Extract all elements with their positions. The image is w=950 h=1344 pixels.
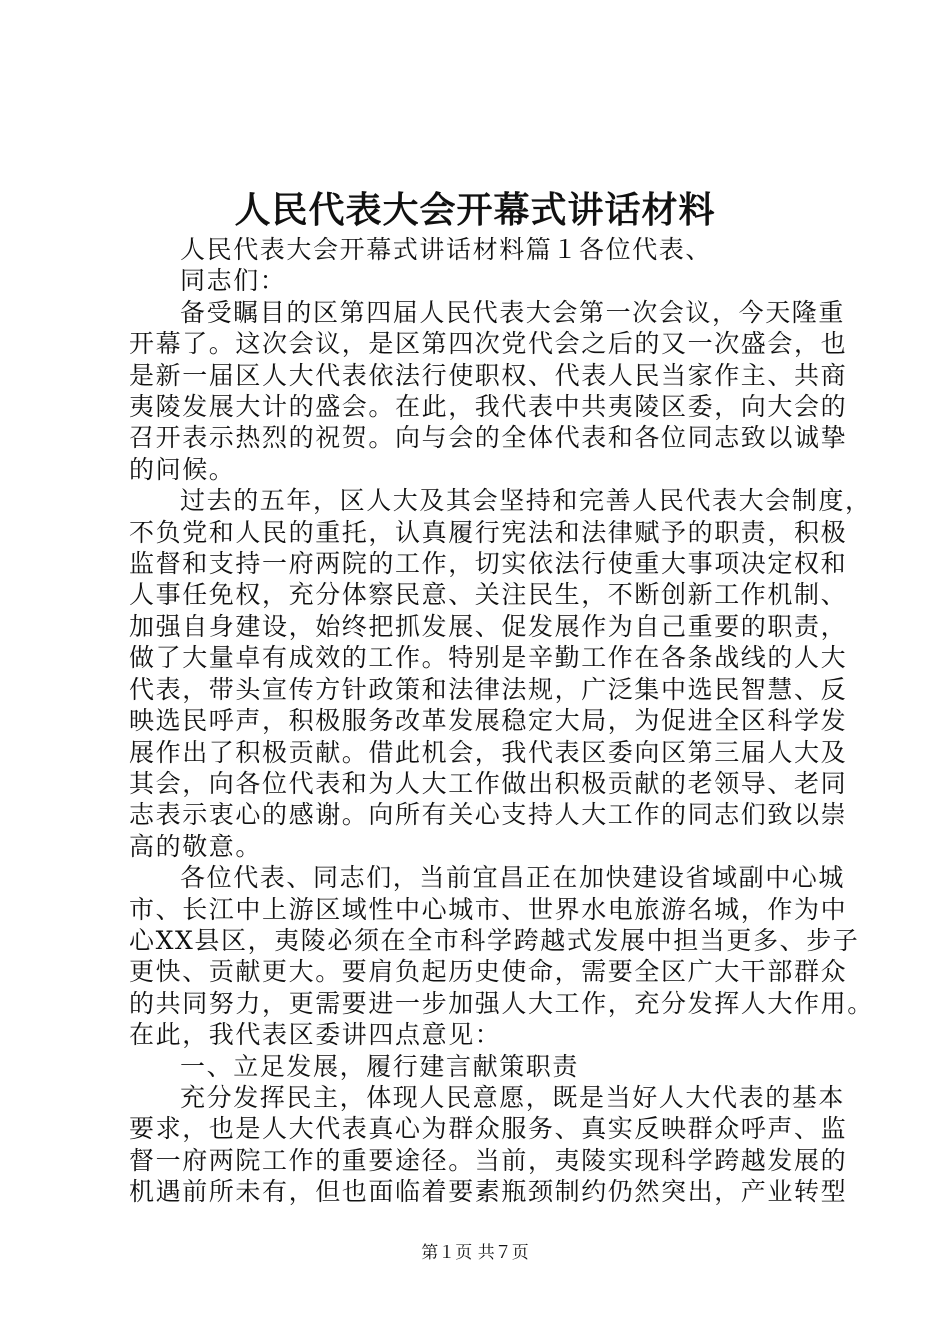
body-line: 的共同努力，更需要进一步加强人大工作，充分发挥人大作用。 [129, 988, 874, 1018]
body-line: 展作出了积极贡献。借此机会，我代表区委向区第三届人大及 [129, 737, 848, 767]
body-line: 要求，也是人大代表真心为群众服务、真实反映群众呼声、监 [129, 1114, 848, 1144]
body-line: 监督和支持一府两院的工作，切实依法行使重大事项决定权和 [129, 549, 848, 579]
body-line: 代表，带头宣传方针政策和法律法规，广泛集中选民智慧、反 [129, 674, 848, 704]
body-line: 高的敬意。 [129, 831, 263, 861]
body-line: 过去的五年，区人大及其会坚持和完善人民代表大会制度， [180, 486, 872, 516]
body-line: 督一府两院工作的重要途径。当前，夷陵实现科学跨越发展的 [129, 1145, 848, 1175]
document-body [129, 234, 874, 1208]
section-heading: 一、立足发展，履行建言献策职责 [180, 1051, 580, 1081]
page-number: 第１页 共７页 [421, 1243, 529, 1263]
body-line: 其会，向各位代表和为人大工作做出积极贡献的老领导、老同 [129, 768, 848, 798]
body-line: 人民代表大会开幕式讲话材料篇１各位代表、 [180, 235, 713, 264]
body-line: 市、长江中上游区域性中心城市、世界水电旅游名城，作为中 [129, 894, 848, 924]
body-line: 是新一届区人大代表依法行使职权、代表人民当家作主、共商 [129, 360, 848, 390]
document-title: 人民代表大会开幕式讲话材料 [234, 189, 716, 231]
body-line: 备受瞩目的区第四届人民代表大会第一次会议，今天隆重 [180, 297, 846, 327]
body-line: 夷陵发展大计的盛会。在此，我代表中共夷陵区委，向大会的 [129, 392, 848, 422]
body-line: 做了大量卓有成效的工作。特别是辛勤工作在各条战线的人大 [129, 643, 848, 673]
body-line: 志表示衷心的感谢。向所有关心支持人大工作的同志们致以崇 [129, 800, 848, 830]
body-line: 充分发挥民主，体现人民意愿，既是当好人大代表的基本 [180, 1082, 846, 1112]
body-line: 加强自身建设，始终把抓发展、促发展作为自己重要的职责， [129, 611, 848, 641]
body-line: 心XX县区，夷陵必须在全市科学跨越式发展中担当更多、步子 [129, 925, 860, 955]
body-line: 开幕了。这次会议，是区第四次党代会之后的又一次盛会，也 [129, 329, 848, 359]
body-line: 不负党和人民的重托，认真履行宪法和法律赋予的职责，积极 [129, 517, 848, 547]
body-line: 更快、贡献更大。要肩负起历史使命，需要全区广大干部群众 [129, 957, 848, 987]
body-line: 映选民呼声，积极服务改革发展稳定大局，为促进全区科学发 [129, 706, 848, 736]
body-line: 机遇前所未有，但也面临着要素瓶颈制约仍然突出，产业转型 [129, 1177, 848, 1207]
body-line: 同志们： [180, 266, 287, 296]
body-line: 人事任免权，充分体察民意、关注民生，不断创新工作机制、 [129, 580, 848, 610]
body-line: 各位代表、同志们，当前宜昌正在加快建设省域副中心城 [180, 863, 846, 893]
body-line: 召开表示热烈的祝贺。向与会的全体代表和各位同志致以诚挚 [129, 423, 848, 453]
body-line: 的问候。 [129, 454, 236, 484]
body-line: 在此，我代表区委讲四点意见： [129, 1020, 502, 1050]
